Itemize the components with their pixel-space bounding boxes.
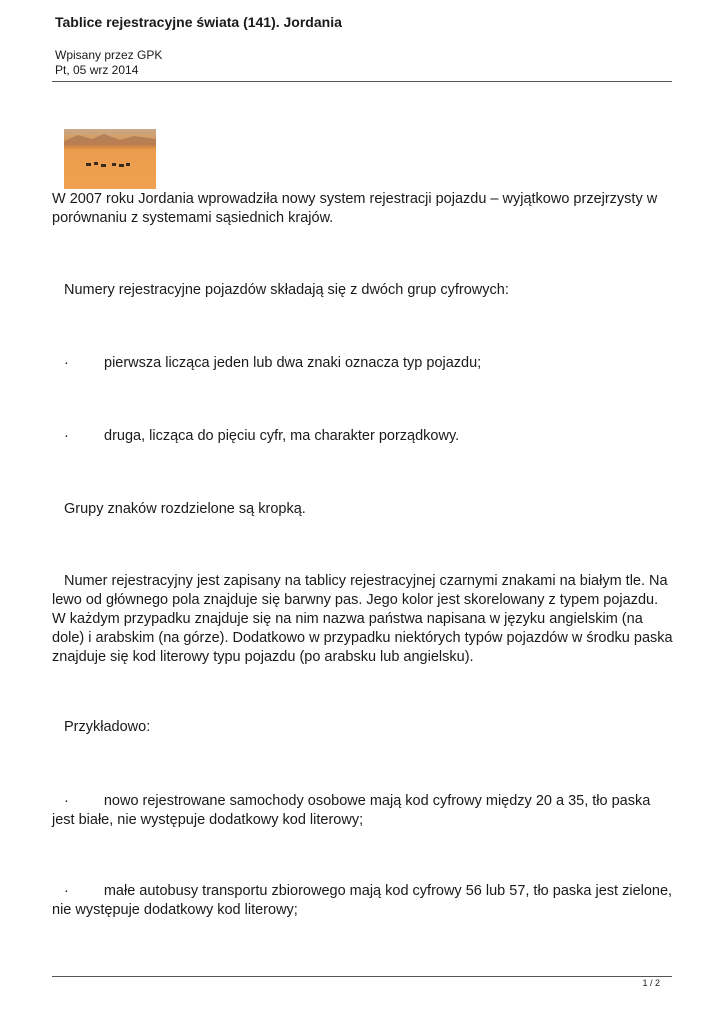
paragraph-plate-description: Numer rejestracyjny jest zapisany na tablicy rejestracyjnej czarnymi znakami na białym tle. Na lewo od głównego pola znajduje się barwny pas. Jego kolor jest skorelowany z typem pojazdu. W każdym przypadku znajduje się na nim nazwa państwa napisana w języku angielskim (na dole) i arabskim (na górze). Dodatkowo w przypadku niektórych typów pojazdów w środku paska znajduje się kod literowy typu pojazdu (po arabsku lub angielsku). <box>52 573 673 665</box>
paragraph-groups: Numery rejestracyjne pojazdów składają się z dwóch grup cyfrowych: <box>64 282 509 298</box>
bullet-dot: · <box>64 355 69 371</box>
bullet-text: druga, licząca do pięciu cyfr, ma charakter porządkowy. <box>104 428 460 444</box>
bullet-text: małe autobusy transportu zbiorowego mają kod cyfrowy 56 lub 57, tło paska jest zielone, nie występuje dodatkowy kod literowy; <box>52 883 673 918</box>
author-line: Wpisany przez GPK <box>55 48 163 62</box>
article-meta <box>55 48 162 78</box>
bullet-dot: · <box>64 428 69 444</box>
header-divider <box>52 81 672 82</box>
article-photo <box>64 129 156 189</box>
footer-divider <box>52 976 672 977</box>
paragraph-examples: Przykładowo: <box>64 719 151 735</box>
bullet-dot: · <box>64 793 69 809</box>
desert-landscape-image <box>64 129 156 189</box>
bullet-text: pierwsza licząca jeden lub dwa znaki oznacza typ pojazdu; <box>104 355 482 371</box>
bullet-item-4 <box>52 882 674 920</box>
paragraph-separator: Grupy znaków rozdzielone są kropką. <box>64 501 306 517</box>
page-title: Tablice rejestracyjne świata (141). Jordania <box>55 14 342 30</box>
intro-paragraph: W 2007 roku Jordania wprowadziła nowy system rejestracji pojazdu – wyjątkowo przejrzysty w porównaniu z systemami sąsiednich krajów. <box>52 191 658 226</box>
page-number: 1 / 2 <box>642 978 660 988</box>
date-line: Pt, 05 wrz 2014 <box>55 63 139 77</box>
bullet-text: nowo rejestrowane samochody osobowe mają kod cyfrowy między 20 a 35, tło paska jest białe, nie występuje dodatkowy kod literowy; <box>52 793 651 828</box>
bullet-dot: · <box>64 883 69 899</box>
bullet-item-3 <box>52 792 674 830</box>
